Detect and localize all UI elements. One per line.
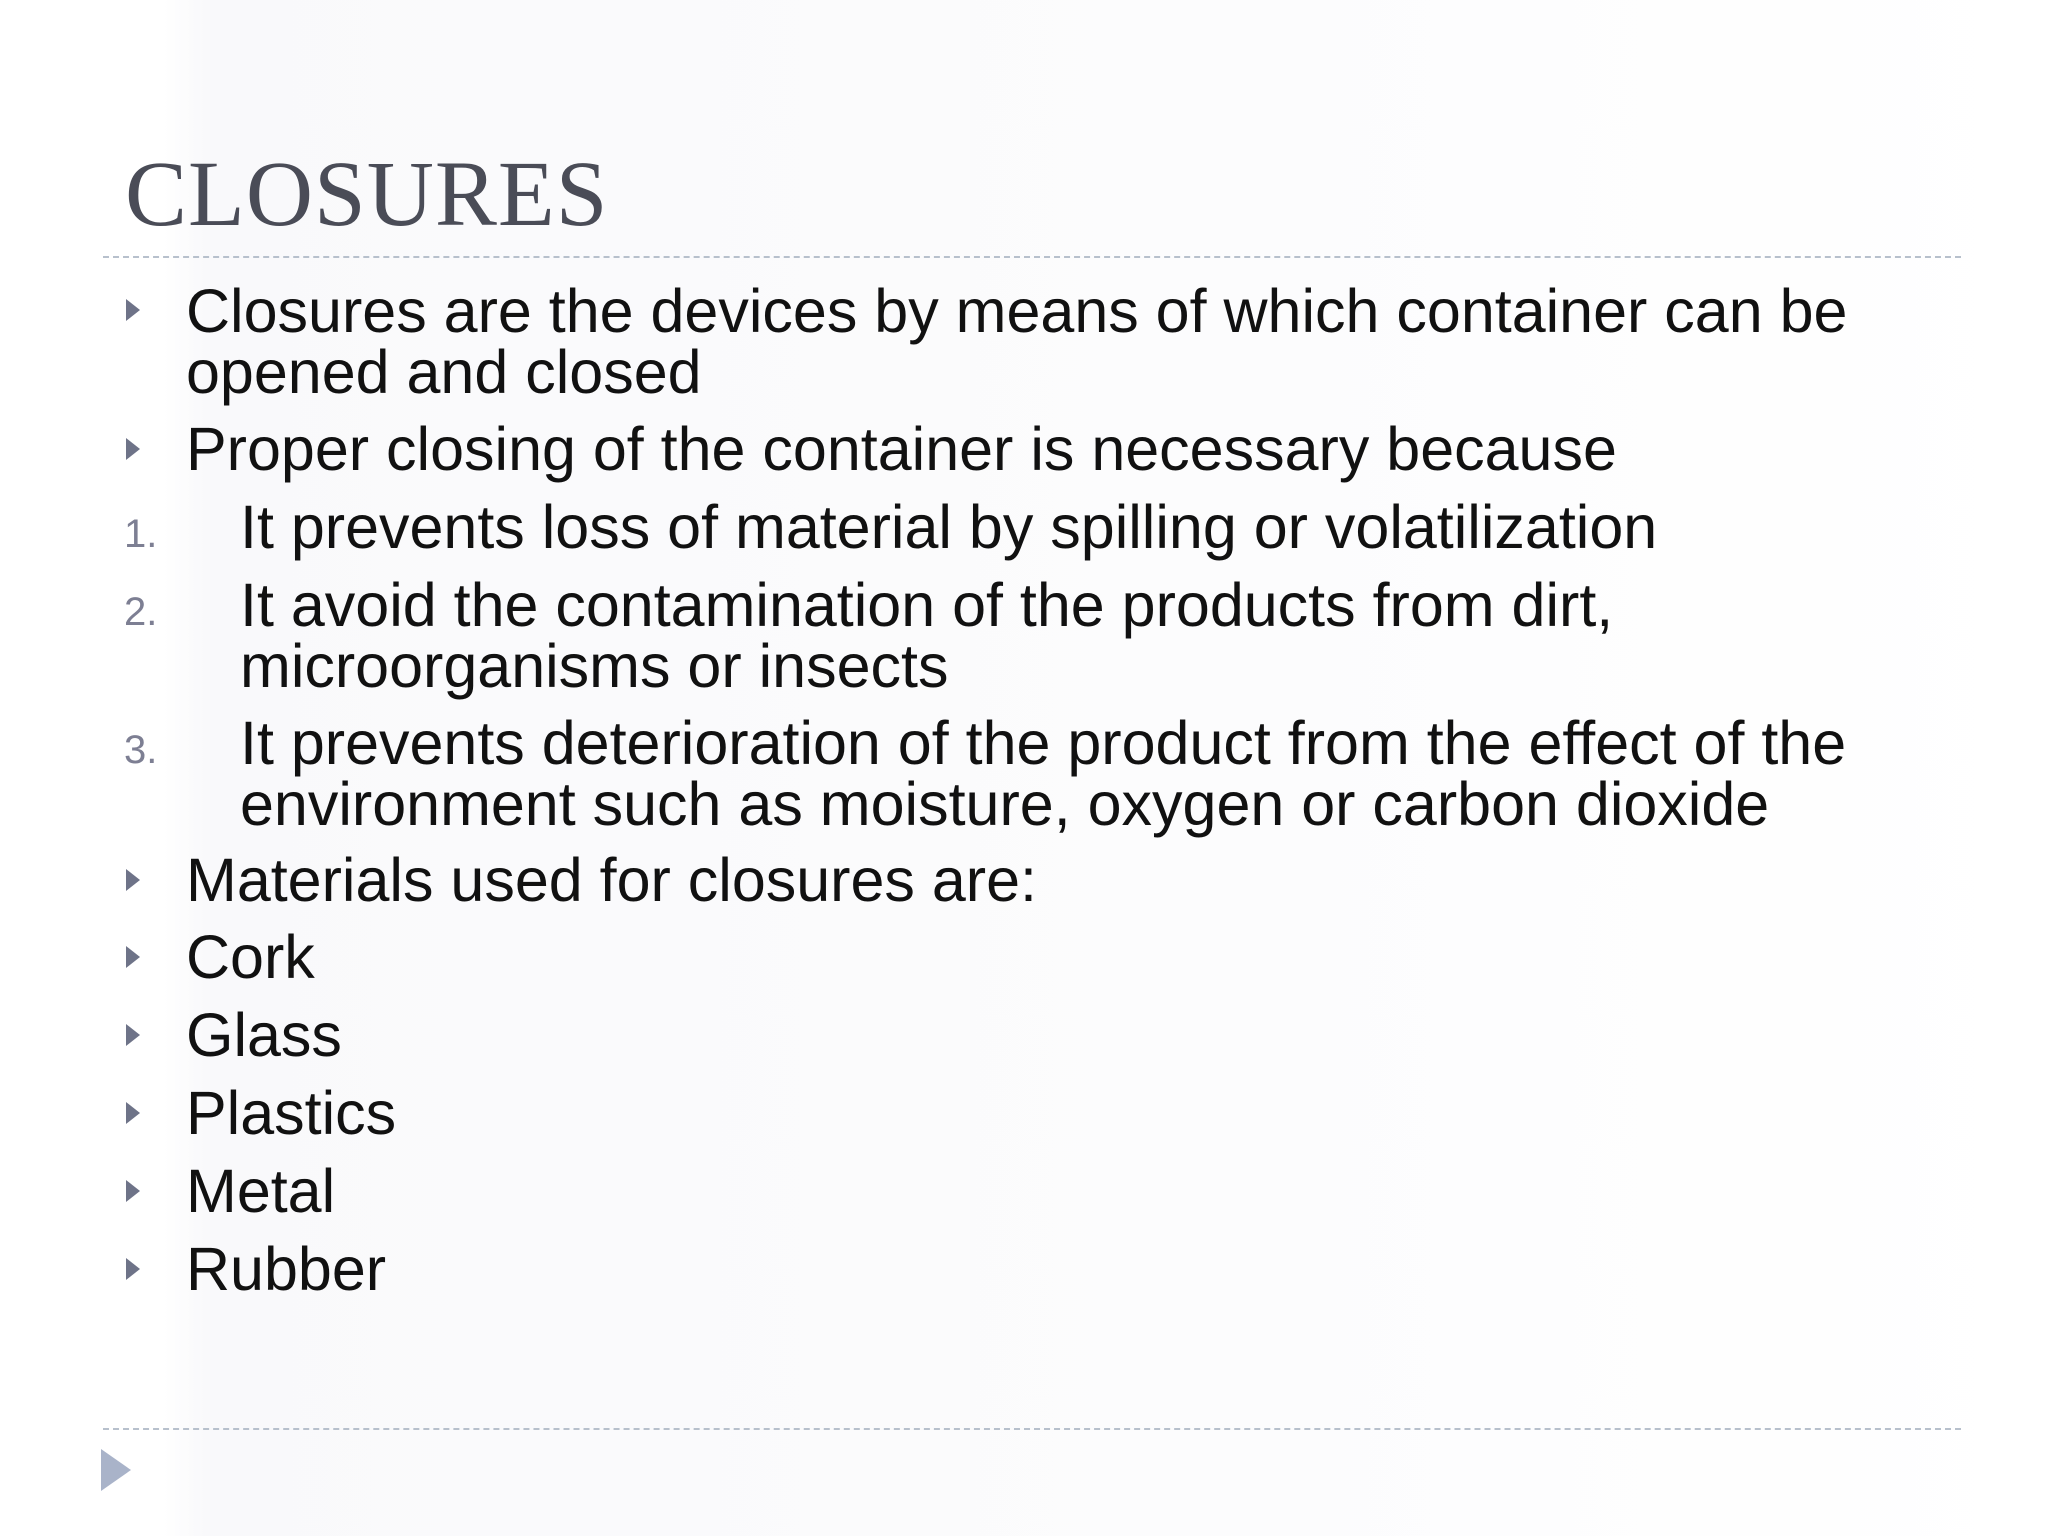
triangle-bullet-icon — [126, 946, 140, 968]
list-item-text: microorganisms or insects — [240, 632, 949, 700]
item-number: 3. — [124, 728, 158, 772]
triangle-bullet-icon — [126, 1102, 140, 1124]
slide-title: CLOSURES — [125, 143, 609, 246]
triangle-bullet-icon — [126, 869, 140, 891]
list-item-text: It avoid the contamination of the products from dirt, — [240, 571, 1614, 639]
triangle-bullet-icon — [126, 1180, 140, 1202]
list-item-text: Materials used for closures are: — [186, 846, 1037, 914]
list-item-text: Proper closing of the container is necessary because — [186, 415, 1617, 483]
item-number: 2. — [124, 590, 158, 634]
list-item-text: Plastics — [186, 1079, 397, 1147]
next-slide-arrow-icon[interactable] — [101, 1449, 131, 1496]
item-number: 1. — [124, 512, 158, 556]
list-item-text: Glass — [186, 1001, 342, 1069]
list-item-text: Cork — [186, 923, 315, 991]
triangle-bullet-icon — [126, 299, 140, 321]
title-divider — [103, 256, 1961, 258]
triangle-bullet-icon — [126, 1258, 140, 1280]
list-item-text: Rubber — [186, 1235, 387, 1303]
list-item-text: environment such as moisture, oxygen or carbon dioxide — [240, 770, 1770, 838]
triangle-bullet-icon — [126, 1024, 140, 1046]
list-item-text: It prevents deterioration of the product from the effect of the — [240, 709, 1847, 777]
list-item-text: Metal — [186, 1157, 336, 1225]
list-item-text: It prevents loss of material by spilling or volatilization — [240, 493, 1658, 561]
list-item-text: Closures are the devices by means of which container can be — [186, 277, 1848, 345]
footer-divider — [103, 1428, 1961, 1430]
triangle-bullet-icon — [126, 438, 140, 460]
list-item-text: opened and closed — [186, 338, 702, 406]
